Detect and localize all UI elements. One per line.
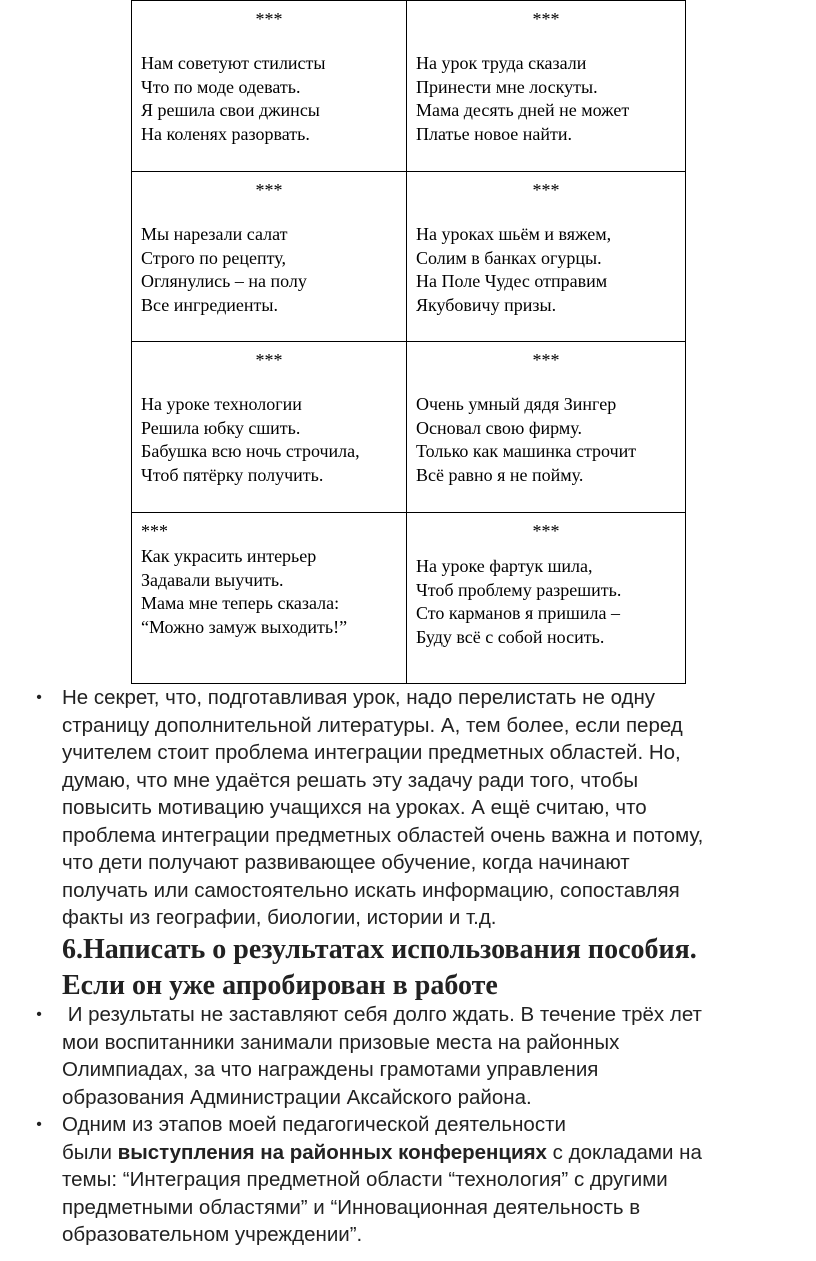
poem-stars: *** — [532, 9, 560, 29]
poem-stars: *** — [532, 350, 560, 370]
list-item — [32, 1001, 812, 1111]
poem-line: Как украсить интерьер — [141, 546, 317, 566]
poem-stars: *** — [255, 350, 283, 370]
poem-stars: *** — [255, 9, 283, 29]
poem-line: На коленях разорвать. — [141, 123, 310, 144]
poem-line: Чтоб пятёрку получить. — [141, 464, 324, 485]
text-line: Не секрет, что, подготавливая урок, надо перелистать не одну — [62, 686, 656, 709]
text-line: факты из географии, биологии, истории и т.д. — [62, 906, 497, 929]
poem-cell-3 — [132, 172, 407, 342]
poem-line: Строго по рецепту, — [141, 247, 286, 268]
poem-line: Только как машинка строчит — [416, 441, 637, 461]
poem-cell-4 — [407, 172, 686, 342]
text-line — [62, 1139, 812, 1167]
poem-line: Мы нарезали салат — [141, 224, 288, 244]
poem-line: На уроках шьём и вяжем, — [416, 224, 612, 244]
paragraph-integration — [62, 684, 812, 932]
poem-line: Оглянулись – на полу — [141, 271, 307, 291]
poem-line: Принести мне лоскуты. — [416, 76, 598, 97]
heading-line: 6.Написать о результатах использования пособия. — [62, 934, 697, 965]
heading-line: Если он уже апробирован в работе — [62, 970, 498, 1001]
text-line: думаю, что мне удаётся решать эту задачу ради того, чтобы — [62, 768, 639, 792]
list-item — [32, 684, 812, 932]
poem-line: Я решила свои джинсы — [141, 100, 320, 120]
poem-line: Всё равно я не пойму. — [416, 464, 584, 485]
poem-cell-8 — [407, 513, 686, 684]
poem-line: На урок труда сказали — [416, 53, 587, 73]
poem-line: Нам советуют стилисты — [141, 53, 326, 73]
poem-cell-5 — [132, 342, 407, 513]
poem-stars: *** — [255, 180, 283, 200]
text-line: мои воспитанники занимали призовые места на районных — [62, 1030, 620, 1054]
bullet-dot: • — [36, 1006, 42, 1023]
text-span: были — [62, 1140, 118, 1164]
section-heading — [62, 932, 802, 1004]
text-span: с докладами на — [546, 1140, 702, 1164]
poem-cell-7 — [132, 513, 407, 684]
poem-cell-6 — [407, 342, 686, 513]
list-item — [32, 1111, 812, 1249]
poem-line: Чтоб проблему разрешить. — [416, 579, 622, 600]
bold-phrase: выступления на районных конференциях — [117, 1140, 547, 1164]
poem-cell-2 — [407, 1, 686, 172]
text-line: что дети получают развивающее обучение, когда начинают — [62, 851, 630, 874]
poem-line: Якубовичу призы. — [416, 294, 557, 315]
text-line: образовательном учреждении”. — [62, 1223, 363, 1246]
text-line: учителем стоит проблема интеграции предметных областей. Но, — [62, 741, 681, 764]
poem-cell-1 — [132, 1, 407, 172]
paragraph-results — [62, 1001, 812, 1111]
poem-line: На Поле Чудес отправим — [416, 271, 608, 291]
poem-line: Буду всё с собой носить. — [416, 626, 605, 647]
bullet-list-2 — [32, 1001, 812, 1249]
bullet-list-1 — [32, 684, 812, 932]
poem-line: Все ингредиенты. — [141, 294, 278, 315]
poem-line: Основал свою фирму. — [416, 417, 582, 438]
poem-line: Мама десять дней не может — [416, 100, 630, 120]
text-line: Одним из этапов моей педагогической деятельности — [62, 1113, 566, 1136]
poem-stars: *** — [532, 521, 560, 541]
poem-line: Задавали выучить. — [141, 569, 284, 590]
poem-line: Солим в банках огурцы. — [416, 247, 602, 268]
poem-line: Платье новое найти. — [416, 123, 573, 144]
text-line: предметными областями” и “Инновационная деятельность в — [62, 1195, 641, 1219]
poem-line: “Можно замуж выходить!” — [141, 616, 348, 637]
poem-line: Решила юбку сшить. — [141, 417, 301, 438]
text-line: страницу дополнительной литературы. А, тем более, если перед — [62, 713, 683, 737]
poem-stars: *** — [532, 180, 560, 200]
paragraph-conferences — [62, 1111, 812, 1249]
poem-stars: *** — [141, 521, 168, 541]
poem-line: На уроке технологии — [141, 394, 302, 414]
text-line: образования Администрации Аксайского района. — [62, 1085, 532, 1109]
text-line: темы: “Интеграция предметной области “технология” с другими — [62, 1168, 668, 1191]
text-line: Олимпиадах, за что награждены грамотами управления — [62, 1058, 599, 1081]
poem-line: Мама мне теперь сказала: — [141, 593, 340, 613]
text-line: проблема интеграции предметных областей очень важна и потому, — [62, 823, 704, 847]
poem-line: Что по моде одевать. — [141, 76, 301, 97]
text-line: И результаты не заставляют себя долго ждать. В течение трёх лет — [62, 1003, 702, 1026]
poem-line: Сто карманов я пришила – — [416, 603, 620, 623]
text-line: получать или самостоятельно искать информацию, сопоставляя — [62, 878, 680, 902]
poems-table — [131, 0, 686, 684]
poem-line: Очень умный дядя Зингер — [416, 394, 617, 414]
bullet-dot: • — [36, 689, 42, 706]
poem-line: На уроке фартук шила, — [416, 556, 593, 576]
bullet-dot: • — [36, 1116, 42, 1133]
text-line: повысить мотивацию учащихся на уроках. А ещё считаю, что — [62, 796, 647, 819]
poem-line: Бабушка всю ночь строчила, — [141, 441, 360, 461]
